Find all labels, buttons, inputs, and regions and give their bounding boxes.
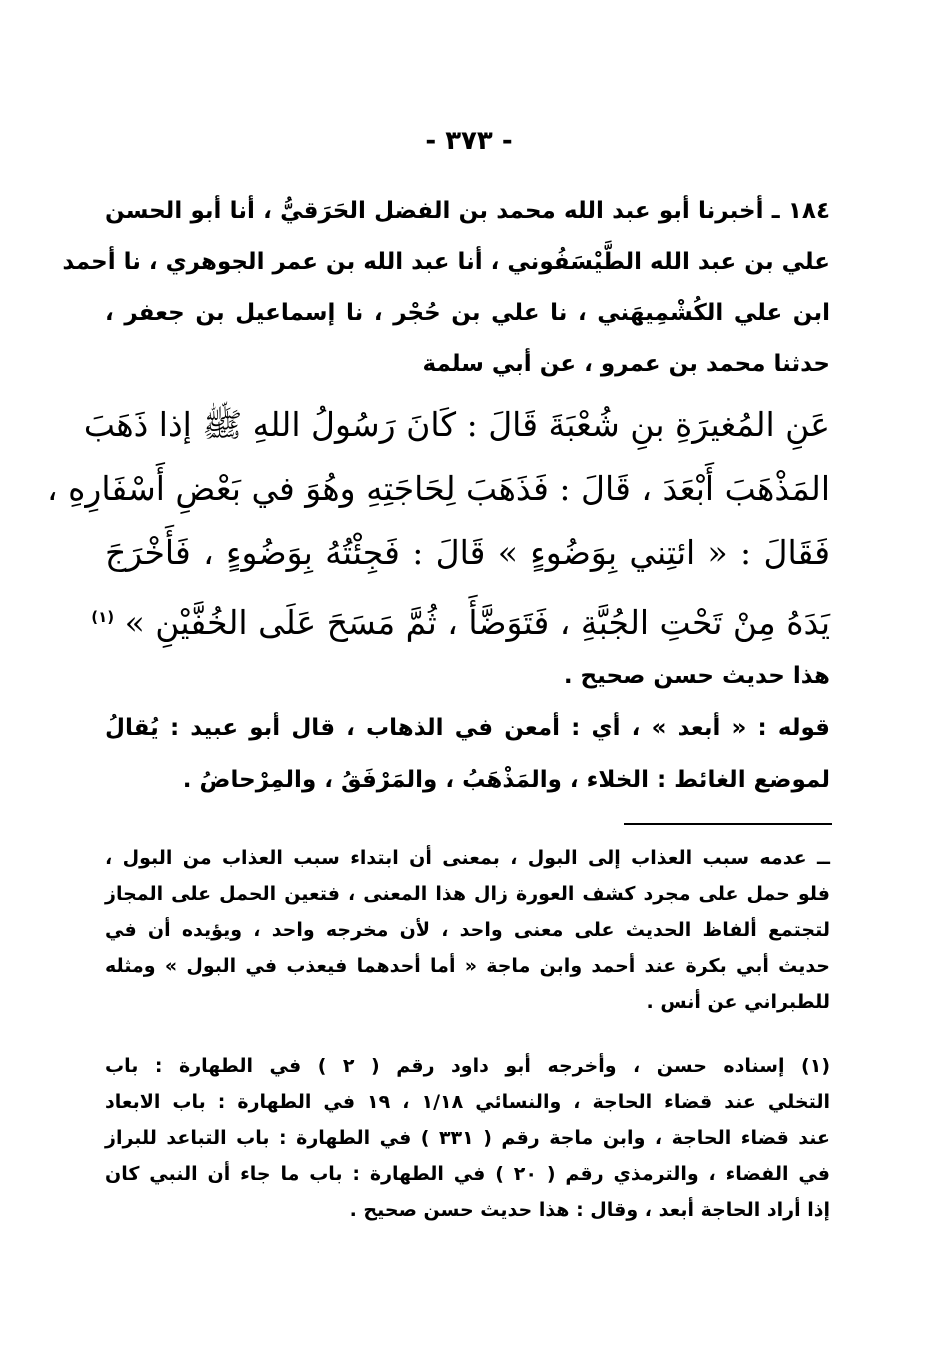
hadith-line: المَذْهَبَ أَبْعَدَ ، قَالَ : فَذَهَبَ لِحَاجَتِهِ وهُوَ في بَعْضِ أَسْفَارِهِ ، <box>47 469 830 508</box>
hadith-grade <box>105 656 830 696</box>
commentary-line: لموضع الغائط : الخلاء ، والمَذْهَبُ ، والمَرْفَقُ ، والمِرْحاضُ . <box>182 767 830 793</box>
commentary <box>105 702 830 806</box>
footnote-line: للطبراني عن أنس . <box>646 991 830 1013</box>
hadith-line: عَنِ المُغيرَةِ بنِ شُعْبَةَ قَالَ : كَانَ رَسُولُ اللهِ ﷺ إذا ذَهَبَ <box>83 405 830 444</box>
footnote-line: حديث أبي بكرة عند أحمد وابن ماجة « أما أحدهما فيعذب في البول » ومثله <box>105 955 830 977</box>
commentary-line: قوله : « أبعد » ، أي : أمعن في الذهاب ، قال أبو عبيد : يُقالُ <box>105 715 830 741</box>
footnote-line: (١) إسناده حسن ، وأخرجه أبو داود رقم ( ٢ ) في الطهارة : باب <box>105 1055 830 1077</box>
hadith-text <box>47 393 830 655</box>
grade-line: هذا حديث حسن صحيح . <box>563 663 830 689</box>
isnad-line: علي بن عبد الله الطَّيْسَفُوني ، أنا عبد الله بن عمر الجوهري ، نا أحمد <box>62 249 830 275</box>
hadith-line: يَدَهُ مِنْ تَحْتِ الجُبَّةِ ، فَتَوَضَّأَ ، ثُمَّ مَسَحَ عَلَى الخُفَّيْنِ » <box>124 603 830 642</box>
footnote-continuation <box>105 840 830 1020</box>
hadith-line-with-ref <box>91 585 830 655</box>
footnote-reference: (١) <box>91 608 115 626</box>
hadith-isnad <box>62 186 830 390</box>
page-number: - ٣٧٣ - <box>425 126 513 156</box>
footnote-separator <box>624 823 832 825</box>
isnad-line: حدثنا محمد بن عمرو ، عن أبي سلمة <box>422 351 830 377</box>
footnote-line: لتجتمع ألفاظ الحديث على معنى واحد ، لأن مخرجه واحد ، ويؤيده أن في <box>105 919 830 941</box>
isnad-line: ١٨٤ ـ أخبرنا أبو عبد الله محمد بن الفضل الحَرَقيُّ ، أنا أبو الحسن <box>105 198 830 224</box>
hadith-line: فَقَالَ : « ائتِني بِوَضُوءٍ » قَالَ : فَجِئْتُهُ بِوَضُوءٍ ، فَأَخْرَجَ <box>105 533 830 572</box>
footnote-line: عند قضاء الحاجة ، وابن ماجة رقم ( ٣٣١ ) في الطهارة : باب التباعد للبراز <box>105 1127 830 1149</box>
footnote-line: التخلي عند قضاء الحاجة ، والنسائي ١/١٨ ، ١٩ في الطهارة : باب الابعاد <box>105 1091 830 1113</box>
footnote-line: فلو حمل على مجرد كشف العورة زال هذا المعنى ، فتعين الحمل على المجاز <box>105 883 830 905</box>
isnad-line: ابن علي الكُشْمِيهَني ، نا علي بن حُجْر ، نا إسماعيل بن جعفر ، <box>105 300 830 326</box>
footnote-line: إذا أراد الحاجة أبعد ، وقال : هذا حديث حسن صحيح . <box>349 1199 830 1221</box>
footnote-line: في الفضاء ، والترمذي رقم ( ٢٠ ) في الطهارة : باب ما جاء أن النبي كان <box>105 1163 830 1185</box>
footnote-line: ــ عدمه سبب العذاب إلى البول ، بمعنى أن ابتداء سبب العذاب من البول ، <box>105 847 830 869</box>
footnote-1 <box>105 1048 830 1228</box>
